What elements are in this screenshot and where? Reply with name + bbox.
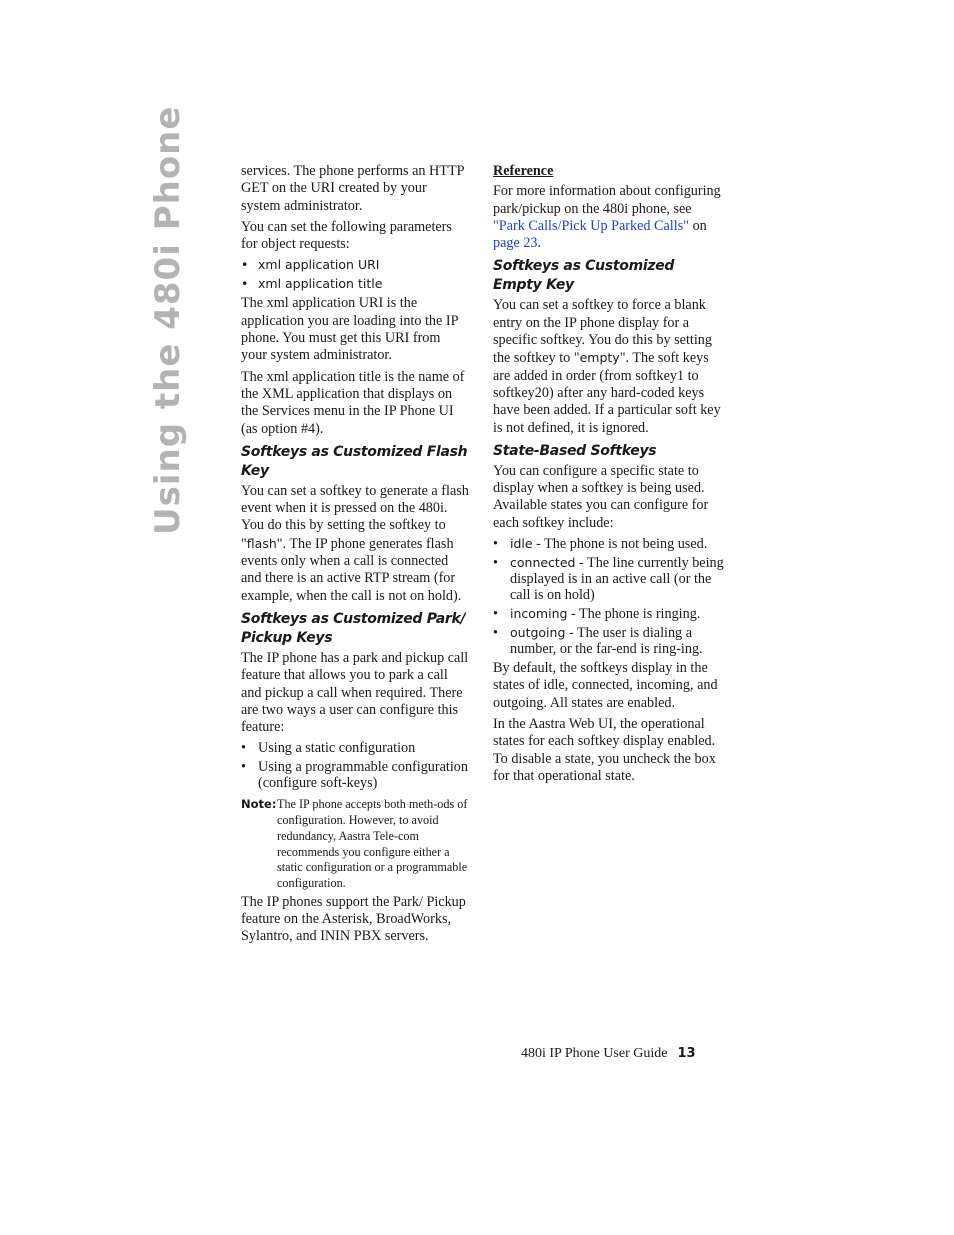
heading-park-pickup: Softkeys as Customized Park/ Pickup Keys [241, 610, 466, 646]
page-footer [521, 1046, 696, 1062]
paragraph: The xml application URI is the application you are loading into the IP phone. You must get this URI from your system administrator. [241, 295, 458, 364]
right-column [493, 163, 725, 789]
state-desc: - The phone is ringing. [567, 606, 701, 623]
paragraph [241, 483, 469, 605]
state-term: connected [510, 555, 576, 571]
state-desc: - The user is dialing a number, or the far-end is ring-ing. [510, 625, 703, 658]
code-text: flash [246, 535, 277, 551]
state-desc: - The line currently being displayed is in an active call (or the call is on hold) [510, 555, 724, 604]
note-label: Note: [241, 797, 277, 812]
paragraph [493, 297, 725, 436]
list-item: • Using a static configuration [241, 740, 469, 756]
text-run: You can set a softkey to force a blank entry on the IP phone display for a specific softkey. You do this by setting the softkey to " [493, 297, 712, 367]
paragraph [493, 183, 725, 252]
page-number: 13 [677, 1046, 696, 1061]
paragraph: The xml application title is the name of the XML application that displays on the Services menu in the IP Phone UI (as option #4). [241, 368, 465, 437]
text-run: You can set a softkey to generate a flash event when it is pressed on the 480i. You do this by setting the softkey to " [241, 482, 469, 552]
heading-state-based: State-Based Softkeys [493, 442, 657, 459]
text-run: on [689, 217, 707, 234]
text-run: ". The IP phone generates flash events only when a call is connected and there is an active RTP stream (for example, when the call is not on hold). [241, 535, 462, 604]
state-term: incoming [510, 606, 568, 622]
list-item [493, 625, 725, 657]
page-link[interactable]: page 23 [493, 235, 538, 252]
list-item: • Using a programmable configuration (configure soft-keys) [241, 759, 469, 791]
paragraph: The IP phone has a park and pickup call feature that allows you to park a call and pickup a call when required. There are two ways a user can configure this feature: [241, 649, 469, 736]
text-run: ". The soft keys are added in order (from softkey1 to softkey20) after any hard-coded keys have been added. If a particular soft key is not defined, it is ignored. [493, 350, 721, 436]
note-text: The IP phone accepts both meth-ods of configuration. However, to avoid redundancy, Aastra Tele-com recommends you configure either a static configuration or a programmable configuration. [277, 797, 468, 890]
note-block [241, 797, 469, 891]
left-column [241, 163, 469, 950]
list-item [493, 536, 725, 552]
reference-heading: Reference [493, 163, 554, 179]
text-run: For more information about configuring park/pickup on the 480i phone, see [493, 183, 721, 217]
heading-empty-key: Softkeys as Customized Empty Key [493, 258, 675, 294]
list-item: • xml application URI [241, 257, 469, 273]
code-text: empty [579, 350, 620, 366]
paragraph: In the Aastra Web UI, the operational states for each softkey display enabled. To disable a state, you uncheck the box for that operational state. [493, 715, 716, 784]
state-term: idle [510, 536, 533, 552]
states-list [493, 536, 725, 657]
heading-flash-key: Softkeys as Customized Flash Key [241, 443, 468, 479]
state-term: outgoing [510, 625, 566, 641]
text-run: . [537, 235, 542, 252]
paragraph: The IP phones support the Park/ Pickup feature on the Asterisk, BroadWorks, Sylantro, and ININ PBX servers. [241, 893, 466, 945]
object-params-list [241, 257, 469, 292]
config-methods-list [241, 740, 469, 791]
list-item: • xml application title [241, 276, 469, 292]
list-item [493, 606, 725, 622]
paragraph: services. The phone performs an HTTP GET on the URI created by your system administrator. [241, 163, 464, 214]
paragraph: You can configure a specific state to display when a softkey is being used. Available states you can configure for each softkey include: [493, 462, 709, 531]
state-desc: - The phone is not being used. [532, 536, 708, 553]
side-section-title: Using the 480i Phone [148, 105, 188, 535]
guide-title: 480i IP Phone User Guide [521, 1046, 668, 1061]
park-calls-link[interactable]: "Park Calls/Pick Up Parked Calls" [493, 217, 690, 234]
list-item [493, 555, 725, 603]
paragraph: You can set the following parameters for object requests: [241, 218, 452, 253]
paragraph: By default, the softkeys display in the states of idle, connected, incoming, and outgoing. All states are enabled. [493, 660, 718, 711]
